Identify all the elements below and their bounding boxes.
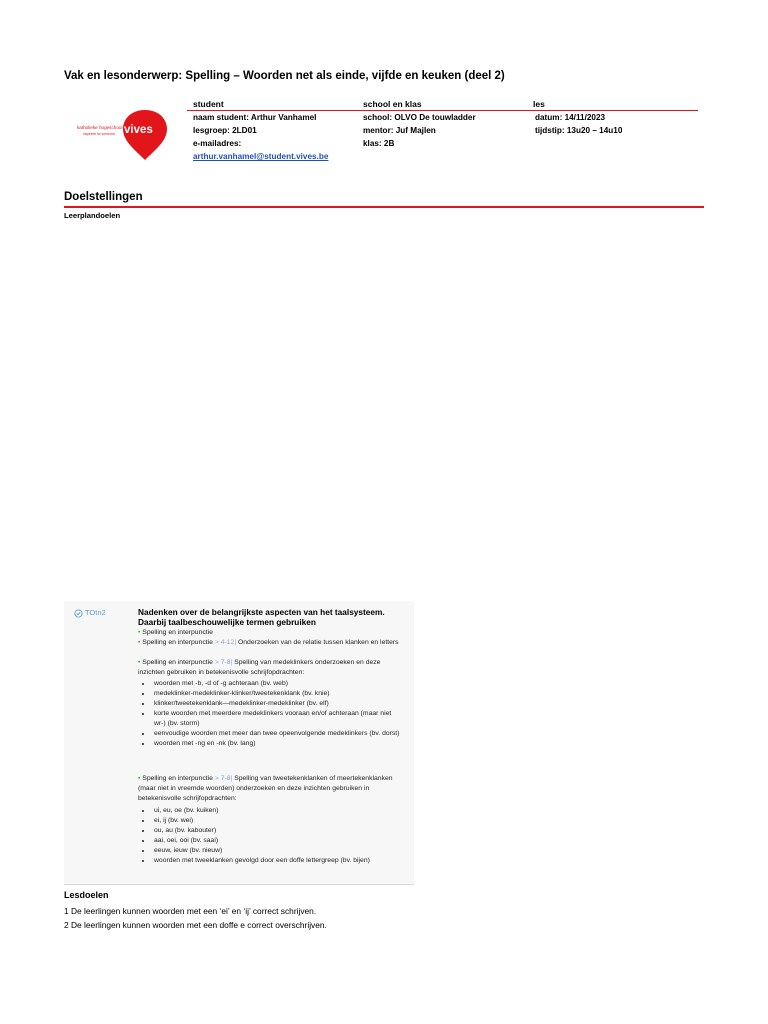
breadcrumb-arrow-icon: > [214, 659, 219, 666]
page-title: Vak en lesonderwerp: Spelling – Woorden net als einde, vijfde en keuken (deel 2) [64, 70, 505, 82]
curriculum-code-label: TOtn2 [84, 608, 106, 617]
block2-category: Spelling en interpunctie [142, 639, 213, 646]
list-item: • eenvoudige woorden met meer dan twee opeenvolgende medeklinkers (bv. dorst) [152, 729, 400, 739]
curriculum-block4: • Spelling en interpunctie > 7-8| Spelling van tweetekenklanken of meertekenklanken (maar niet in vreemde woorden) onderzoeken en deze inzichten gebruiken in betekenisvolle schrijfopdrachten: [138, 775, 393, 802]
block3-range: 7-8 [220, 659, 231, 666]
column-header-school: school en klas [363, 99, 422, 109]
block4-range: 7-8 [220, 775, 231, 782]
bullet-dot-icon: • [138, 775, 141, 782]
curriculum-code[interactable] [74, 608, 106, 618]
lesdoel-item: 1 De leerlingen kunnen woorden met een ‘ei’ en ‘ij’ correct schrijven. [64, 906, 317, 916]
lesson-time: tijdstip: 13u20 – 14u10 [535, 126, 623, 135]
student-group: lesgroep: 2LD01 [193, 126, 257, 135]
class-name: klas: 2B [363, 139, 395, 148]
block3-category: Spelling en interpunctie [142, 659, 213, 666]
lesdoel-item: 2 De leerlingen kunnen woorden met een doffe e correct overschrijven. [64, 920, 327, 930]
student-name: naam student: Arthur Vanhamel [193, 113, 317, 122]
list-item: • ei, ij (bv. wei) [152, 816, 400, 826]
curriculum-line1-text: Spelling en interpunctie [142, 629, 213, 636]
email-link[interactable]: arthur.vanhamel@student.vives.be [193, 152, 329, 161]
column-header-student: student [193, 99, 224, 109]
curriculum-title: Nadenken over de belangrijkste aspecten van het taalsysteem. Daarbij taalbeschouwelijke termen gebruiken [138, 607, 385, 627]
mentor-name: mentor: Juf Majlen [363, 126, 436, 135]
lesdoelen-heading: Lesdoelen [64, 890, 109, 900]
logo-brand: vives [124, 124, 153, 136]
doelstellingen-heading: Doelstellingen [64, 191, 143, 203]
comment-icon [74, 609, 83, 618]
bullet-dot-icon: • [138, 639, 141, 646]
list-item: • korte woorden met meerdere medeklinkers vooraan en/of achteraan (maar niet wr-) (bv. storm) [152, 709, 400, 729]
vives-logo [77, 106, 167, 162]
list-item: • woorden met -ng en -nk (bv. lang) [152, 739, 400, 749]
curriculum-box-border [64, 884, 414, 885]
breadcrumb-arrow-icon: > [214, 775, 219, 782]
list-item: • woorden met tweeklanken gevolgd door een doffe lettergreep (bv. bijen) [152, 856, 400, 866]
lesson-date: datum: 14/11/2023 [535, 113, 606, 122]
list-item: • ui, eu, oe (bv. kuiken) [152, 806, 400, 816]
header-divider [187, 110, 698, 111]
email-label: e-mailadres: [193, 139, 242, 148]
logo-tagline: inspireert for tomorrow [83, 132, 115, 136]
tweetekenklank-list [138, 806, 400, 866]
logo-small-text: katholieke hogeschool [77, 125, 123, 130]
block2-range: 4-12 [220, 639, 235, 646]
list-item: • ou, au (bv. kabouter) [152, 826, 400, 836]
block4-text: Spelling van tweetekenklanken of meertekenklanken (maar niet in vreemde woorden) onderzoeken en deze inzichten gebruiken in betekenisvolle schrijfopdrachten: [138, 775, 393, 802]
list-item: • medeklinker-medeklinker-klinker/tweetekenklank (bv. knie) [152, 689, 400, 699]
section-divider [64, 206, 704, 208]
curriculum-line1 [138, 628, 400, 638]
list-item: • woorden met -b, -d of -g achteraan (bv. web) [152, 679, 400, 689]
list-item: • aai, oei, ooi (bv. saai) [152, 836, 400, 846]
medeklinker-list [138, 679, 400, 749]
block3-text: Spelling van medeklinkers onderzoeken en deze inzichten gebruiken in betekenisvolle schrijfopdrachten: [138, 659, 381, 676]
bullet-dot-icon: • [138, 629, 141, 636]
column-header-les: les [533, 99, 545, 109]
breadcrumb-arrow-icon: > [214, 639, 219, 646]
bullet-dot-icon: • [138, 659, 141, 666]
curriculum-block3: • Spelling en interpunctie > 7-8| Spelling van medeklinkers onderzoeken en deze inzichten gebruiken in betekenisvolle schrijfopdrachten: [138, 659, 381, 676]
curriculum-block2: • Spelling en interpunctie > 4-12| Onderzoeken van de relatie tussen klanken en letters [138, 639, 399, 646]
block4-category: Spelling en interpunctie [142, 775, 213, 782]
school-name: school: OLVO De touwladder [363, 113, 476, 122]
list-item: • klinker/tweetekenklank—medeklinker-medeklinker (bv. elf) [152, 699, 400, 709]
list-item: • eeuw, ieuw (bv. nieuw) [152, 846, 400, 856]
block2-text: Onderzoeken van de relatie tussen klanken en letters [237, 639, 399, 646]
leerplandoelen-label: Leerplandoelen [64, 211, 121, 220]
